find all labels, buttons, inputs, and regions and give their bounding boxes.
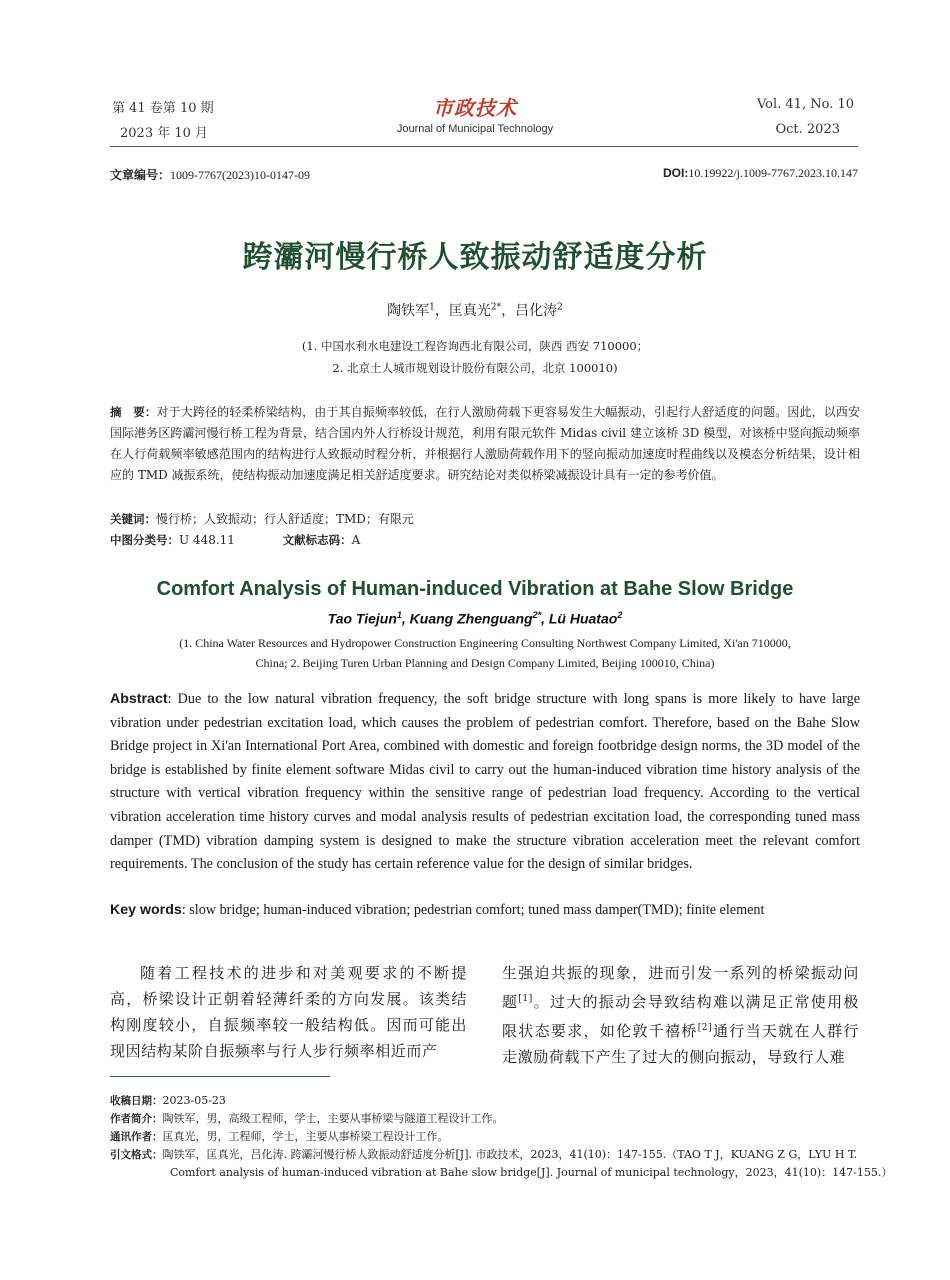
- header-date-en: Oct. 2023: [775, 122, 840, 137]
- affiliation-cn-2: 2. 北京土人城市规划设计股份有限公司，北京 100010): [332, 361, 618, 375]
- title-cn: 跨灞河慢行桥人致振动舒适度分析: [242, 240, 708, 275]
- header-rule: [110, 146, 858, 147]
- footnote-rule: [110, 1076, 330, 1077]
- title-en: Comfort Analysis of Human-induced Vibration at Bahe Slow Bridge: [156, 578, 794, 600]
- classification: 中图分类号：U 448.11 文献标志码：A: [110, 533, 361, 547]
- body-column-left: 随着工程技术的进步和对美观要求的不断提高，桥梁设计正朝着轻薄纤柔的方向发展。该类结构刚度较小，自振频率较一般结构低。因而可能出现因结构某阶自振频率与行人步行频率相近而产: [110, 964, 467, 1060]
- header-volume-en: Vol. 41, No. 10: [756, 97, 854, 112]
- abstract-cn: 摘 要：对于大跨径的轻柔桥梁结构，由于其自振频率较低，在行人激励荷载下更容易发生大幅振动，引起行人舒适度的问题。因此，以西安国际港务区跨灞河慢行桥工程为背景，结合国内外人行桥设计规范，利用有限元软件 Midas civil 建立该桥 3D 模型，对该桥中竖向振动频率在人行荷载频率敏感范围内的结构进行人致振动时程分析，并根据行人激励荷载作用下的竖向振动加速度时程曲线以及模态分析结果，设计相应的 TMD 减振系统，使结构振动加速度满足相关舒适度要求。研究结论对类似桥梁减振设计具有一定的参考价值。: [110, 405, 860, 482]
- doi: DOI:10.19922/j.1009-7767.2023.10.147: [662, 166, 858, 180]
- footnote-corresponding: 通讯作者：匡真光，男，工程师，学士，主要从事桥梁工程设计工作。: [110, 1130, 449, 1143]
- affiliation-cn-1: (1. 中国水利水电建设工程咨询西北有限公司，陕西 西安 710000；: [301, 339, 649, 353]
- keywords-cn: 关键词：慢行桥；人致振动；行人舒适度；TMD；有限元: [110, 512, 414, 526]
- journal-name-en: Journal of Municipal Technology: [396, 123, 554, 135]
- keywords-en: Key words: slow bridge; human-induced vibration; pedestrian comfort; tuned mass damper(TMD); finite element: [110, 902, 765, 918]
- article-number: 文章编号：1009-7767(2023)10-0147-09: [110, 168, 310, 182]
- reference-1[interactable]: [1]: [518, 994, 533, 1004]
- footnote-citation: 引文格式：陶铁军，匡真光，吕化涛. 跨灞河慢行桥人致振动舒适度分析[J]. 市政技术，2023，41(10)：147-155.（TAO T J，KUANG Z G，LYU H T.: [110, 1148, 858, 1161]
- header-date-cn: 2023 年 10 月: [120, 126, 209, 141]
- footnote-author: 作者简介：陶铁军，男，高级工程师，学士，主要从事桥梁与隧道工程设计工作。: [110, 1112, 504, 1125]
- footnote-citation-cont: Comfort analysis of human-induced vibration at Bahe slow bridge[J]. Journal of municipal technology，2023，41(10)：147-155.）: [170, 1166, 893, 1179]
- body-column-right: 生强迫共振的现象，进而引发一系列的桥梁振动问题[1]。过大的振动会导致结构难以满足正常使用极限状态要求，如伦敦千禧桥[2]通行当天就在人群行走激励荷载下产生了过大的侧向振动，导致行人难: [502, 964, 860, 1066]
- authors-en: Tao Tiejun$^1$, Kuang Zhenguang$^{2*}$, Lü Huatao$^2$: [327, 610, 623, 627]
- abstract-en: Abstract: Due to the low natural vibration frequency, the soft bridge structure with long spans is more likely to have large vibration under pedestrian excitation load, which causes the problem of pedestrian comfort. Therefore, based on the Bahe Slow Bridge project in Xi'an International Port Area, combined with domestic and foreign footbridge design norms, the 3D model of the bridge is established by finite element software Midas civil to carry out the human-induced vibration time history analysis of the structure with vertical vibration frequency within the sensitive range of pedestrian load frequency. According to the vertical vibration acceleration time history curves and modal analysis results of pedestrian excitation load, the corresponding tuned mass damper (TMD) vibration damping system is designed to make the structure vibration acceleration meet the relevant comfort requirements. The conclusion of the study has certain reference value for the design of similar bridges.: [110, 691, 860, 873]
- header-volume-cn: 第 41 卷第 10 期: [112, 101, 214, 116]
- affiliation-en-1: (1. China Water Resources and Hydropower Construction Engineering Consulting Northwest Company Limited, Xi'an 710000,: [179, 636, 791, 650]
- reference-2[interactable]: [2]: [697, 1023, 713, 1033]
- footnote-received: 收稿日期：2023-05-23: [110, 1094, 226, 1107]
- affiliation-en-2: China; 2. Beijing Turen Urban Planning and Design Company Limited, Beijing 100010, China): [255, 656, 715, 670]
- journal-name-cn: 市政技术: [433, 96, 517, 120]
- authors-cn: 陶铁军$^1$，匡真光$^{2*}$，吕化涛$^2$: [387, 302, 563, 319]
